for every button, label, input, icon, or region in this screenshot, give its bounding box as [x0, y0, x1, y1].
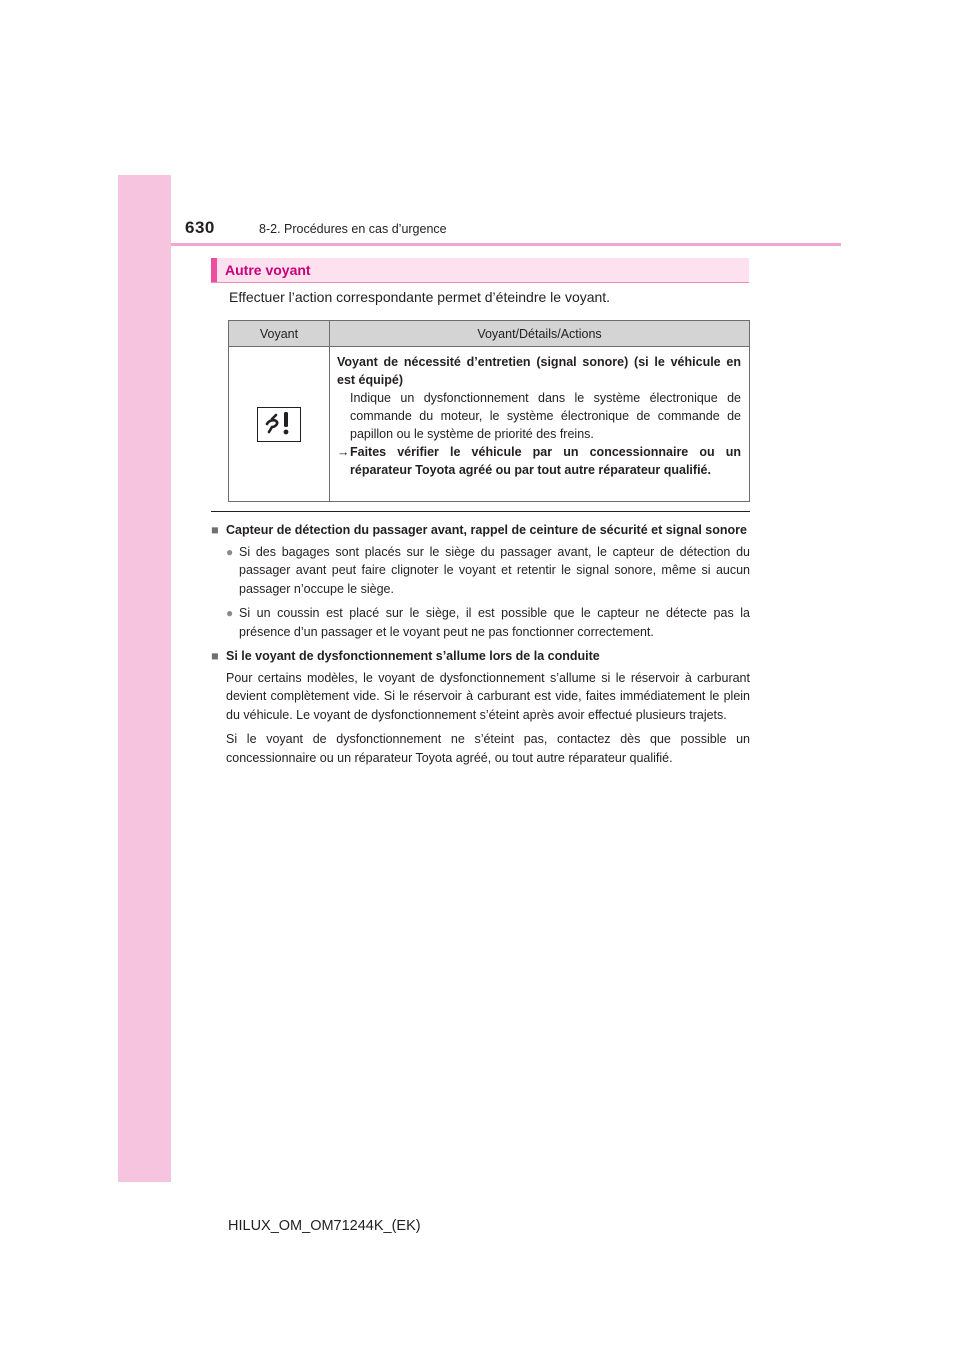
subheading-accent-bar — [211, 258, 217, 282]
subheading-label: Autre voyant — [225, 262, 311, 278]
list-item-text: Si un coussin est placé sur le siège, il est possible que le capteur ne détecte pas la présence d’un passager et le voyant peut ne pas fonctionner correctement. — [239, 606, 750, 639]
notes-section — [211, 521, 750, 773]
subheading-banner — [211, 258, 749, 283]
column-header-voyant: Voyant — [229, 321, 330, 347]
note-paragraph: Pour certains modèles, le voyant de dysfonctionnement s’allume si le réservoir à carburant devient complètement vide. Si le réservoir à carburant est vide, faites immédiatement le plein du véhicule. Le voyant de dysfonctionnement s’éteint après avoir effectué plusieurs trajets. — [226, 670, 750, 722]
warning-detail: Indique un dysfonctionnement dans le système électronique de commande du moteur, le système électronique de commande de papillon ou le système de priorité des freins. — [350, 391, 741, 441]
icon-cell — [229, 347, 330, 502]
warning-action — [337, 443, 741, 479]
circle-bullet-icon: ● — [226, 544, 234, 559]
intro-text: Effectuer l’action correspondante permet d’éteindre le voyant. — [229, 289, 611, 305]
section-separator — [211, 511, 750, 512]
maintenance-required-warning-icon — [257, 407, 301, 442]
warning-action-text: Faites vérifier le véhicule par un concessionnaire ou un réparateur Toyota agréé ou par tout autre réparateur qualifié. — [350, 445, 741, 477]
chapter-sidebar-tab — [118, 175, 171, 1182]
table-row — [229, 347, 750, 502]
note-heading-text: Si le voyant de dysfonctionnement s’allume lors de la conduite — [226, 649, 600, 663]
note-heading — [211, 521, 750, 540]
list-item — [211, 604, 750, 641]
square-bullet-icon: ■ — [211, 649, 219, 663]
circle-bullet-icon: ● — [226, 606, 234, 620]
warning-title: Voyant de nécessité d’entretien (signal sonore) (si le véhicule en est équipé) — [337, 355, 741, 387]
note-heading-text: Capteur de détection du passager avant, rappel de ceinture de sécurité et signal sonore — [226, 523, 747, 537]
list-item-text: Si des bagages sont placés sur le siège du passager avant, le capteur de détection du passager avant peut faire clignoter le voyant et retentir le signal sonore, même si aucun passager n’occupe le siège. — [239, 544, 750, 596]
column-header-details: Voyant/Détails/Actions — [330, 321, 750, 347]
list-item — [211, 543, 750, 599]
arrow-icon: → — [337, 445, 350, 459]
document-code-footer: HILUX_OM_OM71244K_(EK) — [228, 1218, 421, 1234]
warning-lights-table — [228, 320, 750, 502]
table-header-row — [229, 321, 750, 347]
square-bullet-icon: ■ — [211, 523, 219, 537]
section-title: 8-2. Procédures en cas d’urgence — [259, 222, 447, 236]
note-paragraph: Si le voyant de dysfonctionnement ne s’éteint pas, contactez dès que possible un concessionnaire ou un réparateur Toyota agréé, ou tout autre réparateur qualifié. — [226, 732, 750, 765]
page-number: 630 — [185, 218, 215, 237]
details-cell — [330, 347, 750, 502]
header-rule — [171, 243, 841, 246]
note-heading — [211, 647, 750, 666]
